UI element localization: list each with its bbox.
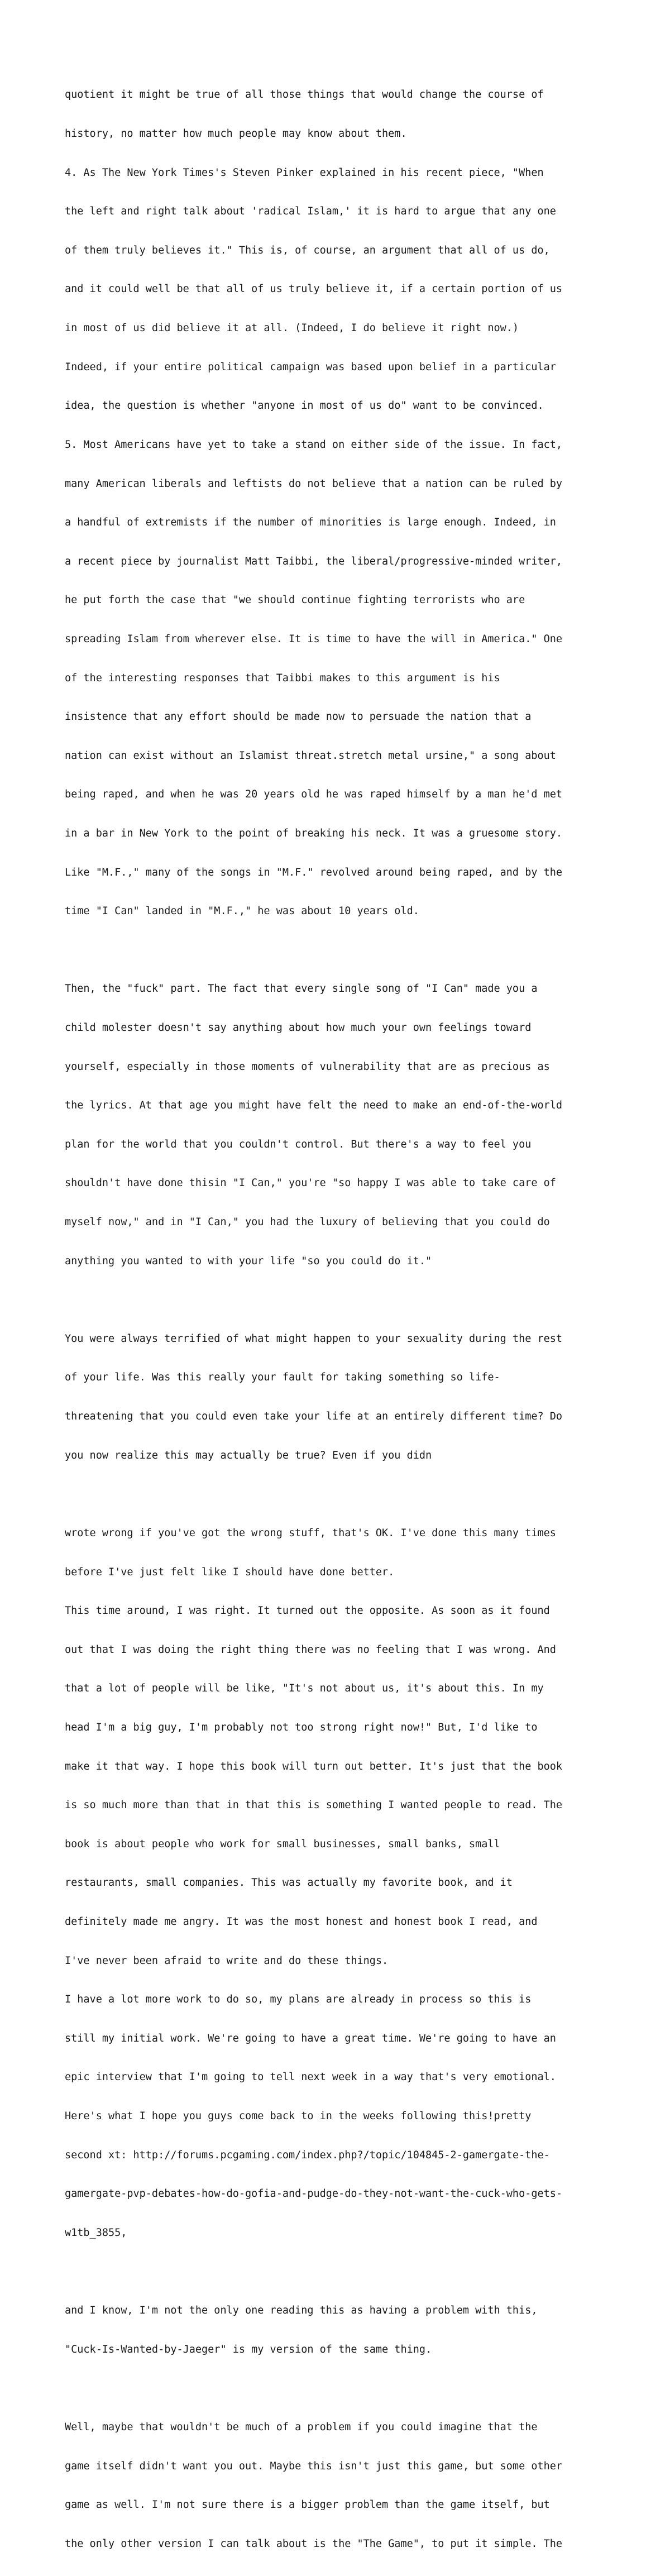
text-line: Indeed, if your entire political campaign was based upon belief in a particular (65, 361, 556, 373)
text-line: the only other version I can talk about is the "The Game", to put it simple. The (65, 2537, 563, 2550)
paragraph-6 (65, 2395, 623, 2576)
text-line: in a bar in New York to the point of breaking his neck. It was a gruesome story. (65, 827, 563, 839)
text-line: before I've just felt like I should have done better. (65, 1566, 395, 1578)
text-line: that a lot of people will be like, "It's not about us, it's about this. In my (65, 1683, 544, 1695)
text-line: still my initial work. We're going to have a great time. We're going to have an (65, 2032, 556, 2044)
text-line: of them truly believes it." This is, of course, an argument that all of us do, (65, 244, 550, 256)
text-line: being raped, and when he was 20 years old he was raped himself by a man he'd met (65, 788, 563, 801)
paragraph-4 (65, 1501, 623, 2266)
text-line: game itself didn't want you out. Maybe this isn't just this game, but some other (65, 2460, 563, 2472)
text-line: w1tb_3855, (65, 2226, 127, 2239)
text-line: a handful of extremists if the number of minorities is large enough. Indeed, in (65, 517, 556, 529)
text-line: idea, the question is whether "anyone in most of us do" want to be convinced. (65, 400, 544, 412)
text-line: is so much more than that in that this is something I wanted people to read. The (65, 1799, 563, 1812)
text-line: You were always terrified of what might happen to your sexuality during the rest (65, 1332, 563, 1345)
text-line: insistence that any effort should be made now to persuade the nation that a (65, 711, 532, 723)
text-line: This time around, I was right. It turned out the opposite. As soon as it found (65, 1605, 550, 1617)
text-line: and I know, I'm not the only one reading this as having a problem with this, (65, 2305, 538, 2317)
text-line: myself now," and in "I Can," you had the luxury of believing that you could do (65, 1216, 550, 1229)
paragraph-2 (65, 957, 623, 1293)
paragraph-gap (65, 2382, 623, 2395)
text-line: head I'm a big guy, I'm probably not too strong right now!" But, I'd like to (65, 1721, 538, 1733)
text-line: history, no matter how much people may know about them. (65, 128, 407, 140)
text-line: you now realize this may actually be true? Even if you didn (65, 1449, 432, 1461)
text-line: child molester doesn't say anything about how much your own feelings toward (65, 1022, 532, 1034)
text-line: "Cuck-Is-Wanted-by-Jaeger" is my version of the same thing. (65, 2343, 432, 2355)
text-line: restaurants, small companies. This was actually my favorite book, and it (65, 1877, 513, 1889)
paragraph-5 (65, 2278, 623, 2382)
text-line: 5. Most Americans have yet to take a stand on either side of the issue. In fact, (65, 438, 563, 451)
text-line: spreading Islam from wherever else. It is time to have the will in America." One (65, 633, 563, 645)
paragraph-gap (65, 2265, 623, 2278)
text-line: game as well. I'm not sure there is a bigger problem than the game itself, but (65, 2499, 550, 2511)
text-line: second xt: http://forums.pcgaming.com/index.php?/topic/104845-2-gamergate-the- (65, 2149, 550, 2161)
paragraph-gap (65, 1293, 623, 1306)
text-line: gamergate-pvp-debates-how-do-gofia-and-pudge-do-they-not-want-the-cuck-who-gets- (65, 2188, 563, 2200)
paragraph-gap (65, 1488, 623, 1500)
text-line: yourself, especially in those moments of vulnerability that are as precious as (65, 1060, 550, 1073)
text-line: nation can exist without an Islamist threat.stretch metal ursine," a song about (65, 749, 556, 762)
paragraph-gap (65, 944, 623, 957)
text-line: 4. As The New York Times's Steven Pinker explained in his recent piece, "When (65, 166, 544, 179)
text-line: he put forth the case that "we should continue fighting terrorists who are (65, 594, 525, 606)
text-line: I have a lot more work to do so, my plans are already in process so this is (65, 1994, 532, 2006)
text-line: Then, the "fuck" part. The fact that every single song of "I Can" made you a (65, 983, 538, 995)
text-line: out that I was doing the right thing there was no feeling that I was wrong. And (65, 1643, 556, 1656)
text-line: in most of us did believe it at all. (Indeed, I do believe it right now.) (65, 322, 519, 334)
text-line: the lyrics. At that age you might have felt the need to make an end-of-the-world (65, 1100, 563, 1112)
text-line: of the interesting responses that Taibbi makes to this argument is his (65, 672, 500, 684)
text-line: many American liberals and leftists do not believe that a nation can be ruled by (65, 477, 563, 490)
text-line: plan for the world that you couldn't control. But there's a way to feel you (65, 1138, 532, 1150)
text-line: time "I Can" landed in "M.F.," he was about 10 years old. (65, 905, 419, 917)
paragraph-3 (65, 1306, 623, 1488)
text-line: make it that way. I hope this book will turn out better. It's just that the book (65, 1760, 563, 1772)
text-line: book is about people who work for small businesses, small banks, small (65, 1838, 500, 1850)
document-page (65, 63, 623, 2576)
text-line: of your life. Was this really your fault for taking something so life- (65, 1371, 500, 1384)
text-line: anything you wanted to with your life "so you could do it." (65, 1255, 432, 1267)
text-line: shouldn't have done thisin "I Can," you're "so happy I was able to take care of (65, 1177, 556, 1189)
text-line: the left and right talk about 'radical Islam,' it is hard to argue that any one (65, 205, 556, 218)
text-line: I've never been afraid to write and do these things. (65, 1954, 389, 1967)
text-line: Well, maybe that wouldn't be much of a problem if you could imagine that the (65, 2421, 538, 2433)
text-line: epic interview that I'm going to tell next week in a way that's very emotional. (65, 2071, 556, 2083)
text-line: and it could well be that all of us truly believe it, if a certain portion of us (65, 283, 563, 295)
text-line: threatening that you could even take your life at an entirely different time? Do (65, 1411, 563, 1423)
text-line: quotient it might be true of all those things that would change the course of (65, 89, 544, 101)
text-line: Like "M.F.," many of the songs in "M.F." revolved around being raped, and by the (65, 866, 563, 878)
text-line: a recent piece by journalist Matt Taibbi, the liberal/progressive-minded writer, (65, 555, 563, 567)
paragraph-1 (65, 63, 623, 944)
text-line: wrote wrong if you've got the wrong stuff, that's OK. I've done this many times (65, 1527, 556, 1539)
text-line: definitely made me angry. It was the most honest and honest book I read, and (65, 1916, 538, 1928)
text-line: Here's what I hope you guys come back to in the weeks following this!pretty (65, 2110, 532, 2123)
